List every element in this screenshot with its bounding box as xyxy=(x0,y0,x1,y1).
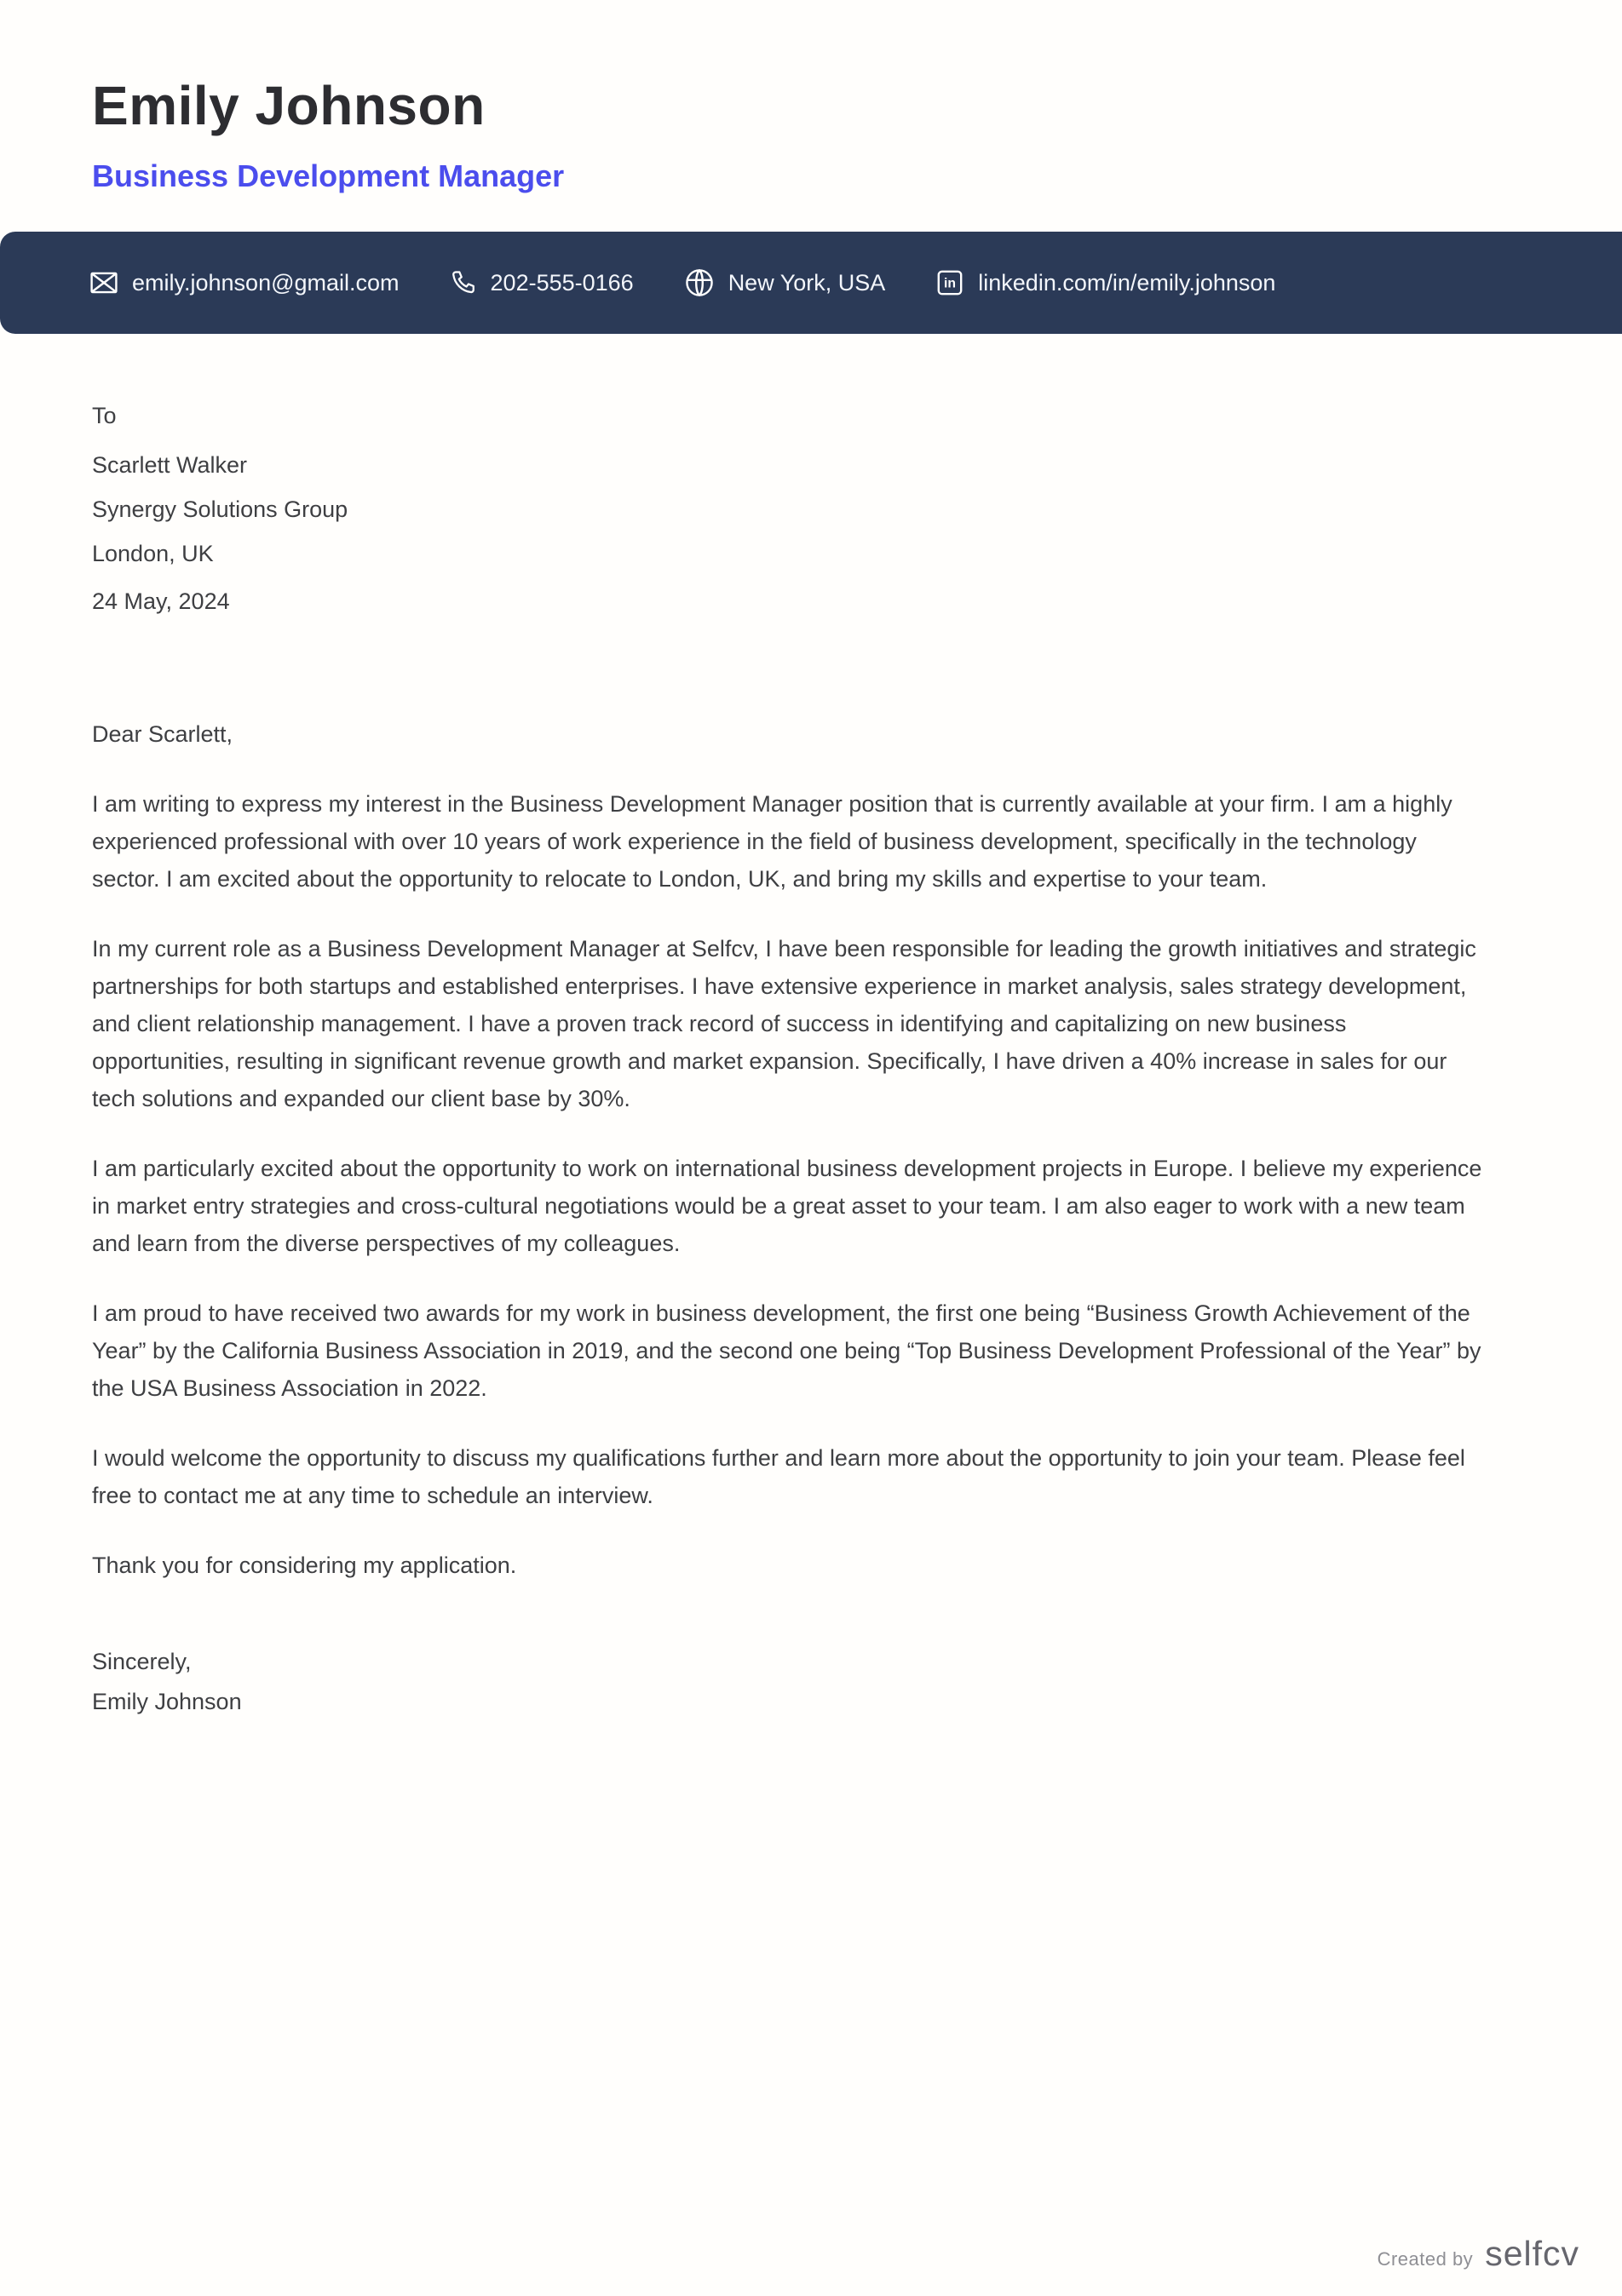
header xyxy=(0,0,1622,194)
letter-paragraph: I am proud to have received two awards for my work in business development, the first one being “Business Growth Achievement of the Year” by the California Business Association in 2019, and the second one being “Top Business Development Professional of the Year” by the USA Business Association in 2022. xyxy=(92,1300,1481,1401)
letter-paragraph: Thank you for considering my application. xyxy=(92,1553,517,1578)
globe-icon xyxy=(683,267,716,299)
recipient-company: Synergy Solutions Group xyxy=(92,497,348,522)
created-by-label: Created by xyxy=(1377,2248,1474,2270)
recipient-name: Scarlett Walker xyxy=(92,452,248,478)
contact-phone-text: 202-555-0166 xyxy=(490,269,634,296)
letter-paragraph: I am particularly excited about the opportunity to work on international business development projects in Europe. I believe my experience in market entry strategies and cross-cultural negotiations would be a great asset to your team. I am also eager to work with a new team and learn from the diverse perspectives of my colleagues. xyxy=(92,1156,1482,1256)
contact-location xyxy=(683,267,886,299)
recipient-label: To xyxy=(92,403,117,428)
selfcv-logo[interactable]: selfcv xyxy=(1485,2234,1579,2273)
letter-paragraph: I would welcome the opportunity to discuss my qualifications further and learn more about the opportunity to join your team. Please feel free to contact me at any time to schedule an interview. xyxy=(92,1445,1465,1508)
closing: Sincerely, xyxy=(92,1649,192,1674)
contact-linkedin-text: linkedin.com/in/emily.johnson xyxy=(978,269,1276,296)
contact-email-text: emily.johnson@gmail.com xyxy=(132,269,400,296)
signature-name: Emily Johnson xyxy=(92,1689,242,1714)
contact-phone[interactable] xyxy=(449,268,634,297)
recipient-block xyxy=(92,404,348,613)
contact-bar xyxy=(0,232,1622,334)
letter-date: 24 May, 2024 xyxy=(92,588,230,614)
footer xyxy=(1378,2234,1579,2274)
linkedin-icon xyxy=(935,267,965,298)
contact-linkedin[interactable] xyxy=(935,267,1275,298)
contact-email[interactable] xyxy=(89,267,400,298)
person-name: Emily Johnson xyxy=(92,75,486,136)
svg-text:in: in xyxy=(944,276,957,291)
letter-body xyxy=(92,715,1486,1722)
person-job-title: Business Development Manager xyxy=(92,158,565,193)
envelope-icon xyxy=(89,267,119,298)
letter-paragraph: I am writing to express my interest in the Business Development Manager position that is currently available at your firm. I am a highly experienced professional with over 10 years of work experience in the field of business development, specifically in the technology sector. I am excited about the opportunity to relocate to London, UK, and bring my skills and expertise to your team. xyxy=(92,791,1452,892)
contact-location-text: New York, USA xyxy=(728,269,886,296)
closing-block xyxy=(92,1642,1486,1722)
salutation: Dear Scarlett, xyxy=(92,721,233,747)
phone-icon xyxy=(449,268,478,297)
recipient-location: London, UK xyxy=(92,541,214,566)
letter-paragraph: In my current role as a Business Development Manager at Selfcv, I have been responsible for leading the growth initiatives and strategic partnerships for both startups and established enterprises. I have extensive experience in market analysis, sales strategy development, and client relationship management. I have a proven track record of success in identifying and capitalizing on new business opportunities, resulting in significant revenue growth and market expansion. Specifically, I have driven a 40% increase in sales for our tech solutions and expanded our client base by 30%. xyxy=(92,936,1476,1111)
